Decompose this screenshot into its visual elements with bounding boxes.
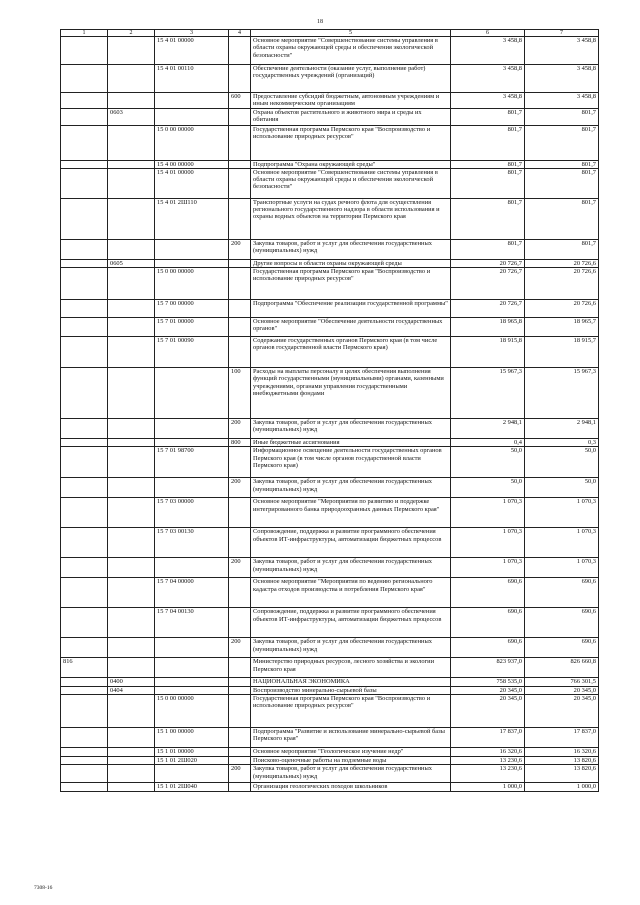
expense-type-code: [229, 337, 251, 368]
amount-year-1: 20 345,0: [451, 686, 525, 694]
ministry-code: [61, 125, 108, 160]
expense-type-code: 100: [229, 368, 251, 419]
target-article-code: 15 4 01 00000: [155, 37, 229, 65]
section-code: [108, 783, 155, 791]
expense-type-code: [229, 65, 251, 93]
ministry-code: [61, 108, 108, 125]
table-row: [61, 728, 599, 748]
col-header: 7: [525, 30, 599, 37]
table-row: [61, 678, 599, 686]
expense-name: Основное мероприятие "Совершенствование системы управления в области охраны окружающей среды и обеспечения экологической безопасности": [251, 168, 451, 198]
amount-year-1: 690,6: [451, 638, 525, 658]
table-row: [61, 608, 599, 638]
ministry-code: [61, 528, 108, 558]
expense-name: Сопровождение, поддержка и развитие программного обеспечения объектов ИТ-инфраструктуры, автоматизации бюджетных процессов: [251, 608, 451, 638]
amount-year-2: 16 320,6: [525, 748, 599, 757]
amount-year-1: 758 535,0: [451, 678, 525, 686]
amount-year-1: 13 230,6: [451, 765, 525, 783]
expense-name: Основное мероприятие "Совершенствование системы управления в области охраны окружающей среды и обеспечения экологической безопасности": [251, 37, 451, 65]
amount-year-2: 1 070,3: [525, 498, 599, 528]
expense-name: Закупка товаров, работ и услуг для обеспечения государственных (муниципальных) нужд: [251, 239, 451, 259]
ministry-code: [61, 765, 108, 783]
table-row: [61, 318, 599, 337]
ministry-code: [61, 498, 108, 528]
amount-year-1: 3 458,8: [451, 65, 525, 93]
target-article-code: 15 0 00 00000: [155, 695, 229, 728]
expense-type-code: [229, 108, 251, 125]
ministry-code: [61, 695, 108, 728]
ministry-code: [61, 608, 108, 638]
target-article-code: [155, 658, 229, 678]
expense-name: Транспортные услуги на судах речного флота для осуществления регионального государственного надзора в области использования и охраны водных объектов на территории Пермского края: [251, 198, 451, 239]
target-article-code: [155, 239, 229, 259]
amount-year-2: 3 458,8: [525, 93, 599, 109]
ministry-code: [61, 239, 108, 259]
expense-type-code: [229, 608, 251, 638]
ministry-code: [61, 439, 108, 447]
amount-year-2: 20 726,6: [525, 268, 599, 300]
amount-year-1: 801,7: [451, 168, 525, 198]
ministry-code: [61, 259, 108, 267]
table-row: [61, 498, 599, 528]
amount-year-1: 3 458,8: [451, 93, 525, 109]
ministry-code: [61, 300, 108, 318]
amount-year-2: 3 458,8: [525, 37, 599, 65]
ministry-code: [61, 578, 108, 608]
col-header: 4: [229, 30, 251, 37]
expense-name: Основное мероприятие "Геологическое изучение недр": [251, 748, 451, 757]
ministry-code: [61, 478, 108, 498]
table-row: [61, 695, 599, 728]
amount-year-1: 50,0: [451, 447, 525, 478]
target-article-code: 15 0 00 00000: [155, 125, 229, 160]
ministry-code: 816: [61, 658, 108, 678]
table-row: [61, 686, 599, 694]
table-row: [61, 93, 599, 109]
section-code: [108, 125, 155, 160]
target-article-code: [155, 439, 229, 447]
section-code: [108, 578, 155, 608]
amount-year-2: 13 820,6: [525, 765, 599, 783]
section-code: [108, 300, 155, 318]
expense-name: Государственная программа Пермского края "Воспроизводство и использование природных ресурсов": [251, 695, 451, 728]
target-article-code: 15 7 03 00000: [155, 498, 229, 528]
expense-type-code: [229, 686, 251, 694]
section-code: [108, 198, 155, 239]
section-code: [108, 658, 155, 678]
expense-name: Подпрограмма "Обеспечение реализации государственной программы": [251, 300, 451, 318]
expense-type-code: 200: [229, 419, 251, 439]
expense-name: НАЦИОНАЛЬНАЯ ЭКОНОМИКА: [251, 678, 451, 686]
table-row: [61, 447, 599, 478]
expense-type-code: [229, 37, 251, 65]
target-article-code: 15 7 01 00090: [155, 337, 229, 368]
section-code: [108, 239, 155, 259]
section-code: [108, 337, 155, 368]
table-row: [61, 419, 599, 439]
target-article-code: 15 4 01 00000: [155, 168, 229, 198]
expense-type-code: [229, 783, 251, 791]
target-article-code: 15 7 03 00130: [155, 528, 229, 558]
ministry-code: [61, 268, 108, 300]
target-article-code: 15 1 00 00000: [155, 728, 229, 748]
amount-year-2: 1 070,3: [525, 558, 599, 578]
section-code: [108, 419, 155, 439]
amount-year-1: 801,7: [451, 198, 525, 239]
expense-type-code: [229, 318, 251, 337]
amount-year-2: 2 948,1: [525, 419, 599, 439]
ministry-code: [61, 638, 108, 658]
amount-year-2: 20 726,6: [525, 259, 599, 267]
ministry-code: [61, 783, 108, 791]
table-row: [61, 439, 599, 447]
amount-year-2: 690,6: [525, 578, 599, 608]
expense-type-code: [229, 528, 251, 558]
document-id: 7308-16: [34, 885, 53, 891]
expense-name: Иные бюджетные ассигнования: [251, 439, 451, 447]
target-article-code: 15 4 00 00000: [155, 160, 229, 168]
target-article-code: 15 0 00 00000: [155, 268, 229, 300]
amount-year-2: 13 820,6: [525, 757, 599, 765]
amount-year-1: 690,6: [451, 578, 525, 608]
amount-year-1: 1 070,3: [451, 528, 525, 558]
amount-year-2: 690,6: [525, 638, 599, 658]
expense-name: Подпрограмма "Развитие и использование минерально-сырьевой базы Пермского края": [251, 728, 451, 748]
target-article-code: 15 4 01 00110: [155, 65, 229, 93]
amount-year-1: 3 458,8: [451, 37, 525, 65]
amount-year-2: 801,7: [525, 239, 599, 259]
section-code: [108, 638, 155, 658]
expense-name: Содержание государственных органов Пермского края (в том числе органов государственной власти Пермского края): [251, 337, 451, 368]
table-row: [61, 300, 599, 318]
table-row: [61, 268, 599, 300]
target-article-code: [155, 558, 229, 578]
ministry-code: [61, 748, 108, 757]
table-row: [61, 765, 599, 783]
section-code: [108, 318, 155, 337]
section-code: [108, 447, 155, 478]
expense-name: Основное мероприятие "Обеспечение деятельности государственных органов": [251, 318, 451, 337]
target-article-code: [155, 259, 229, 267]
section-code: [108, 728, 155, 748]
amount-year-2: 20 726,6: [525, 300, 599, 318]
amount-year-1: 801,7: [451, 160, 525, 168]
amount-year-1: 18 915,8: [451, 337, 525, 368]
section-code: [108, 37, 155, 65]
expense-name: Закупка товаров, работ и услуг для обеспечения государственных (муниципальных) нужд: [251, 558, 451, 578]
expense-type-code: 200: [229, 638, 251, 658]
table-row: [61, 168, 599, 198]
amount-year-1: 1 070,3: [451, 558, 525, 578]
expense-type-code: [229, 658, 251, 678]
table-row: [61, 259, 599, 267]
amount-year-1: 18 965,8: [451, 318, 525, 337]
amount-year-2: 1 000,0: [525, 783, 599, 791]
table-row: [61, 198, 599, 239]
expense-type-code: 200: [229, 558, 251, 578]
amount-year-1: 20 726,7: [451, 300, 525, 318]
expense-type-code: 800: [229, 439, 251, 447]
amount-year-2: 826 660,8: [525, 658, 599, 678]
amount-year-2: 801,7: [525, 125, 599, 160]
section-code: [108, 558, 155, 578]
amount-year-2: 801,7: [525, 198, 599, 239]
table-row: [61, 558, 599, 578]
ministry-code: [61, 37, 108, 65]
expense-type-code: 200: [229, 478, 251, 498]
amount-year-2: 20 345,0: [525, 695, 599, 728]
expense-name: Министерство природных ресурсов, лесного хозяйства и экологии Пермского края: [251, 658, 451, 678]
target-article-code: [155, 478, 229, 498]
amount-year-2: 17 837,0: [525, 728, 599, 748]
section-code: [108, 765, 155, 783]
amount-year-2: 50,0: [525, 447, 599, 478]
expense-type-code: [229, 578, 251, 608]
section-code: 0603: [108, 108, 155, 125]
expense-name: Сопровождение, поддержка и развитие программного обеспечения объектов ИТ-инфраструктуры, автоматизации бюджетных процессов: [251, 528, 451, 558]
target-article-code: [155, 419, 229, 439]
expense-name: Закупка товаров, работ и услуг для обеспечения государственных (муниципальных) нужд: [251, 478, 451, 498]
ministry-code: [61, 65, 108, 93]
expense-type-code: [229, 447, 251, 478]
expense-type-code: [229, 125, 251, 160]
expense-type-code: [229, 198, 251, 239]
section-code: [108, 168, 155, 198]
table-row: [61, 337, 599, 368]
section-code: 0605: [108, 259, 155, 267]
expense-type-code: 200: [229, 765, 251, 783]
amount-year-1: 13 230,6: [451, 757, 525, 765]
expense-type-code: [229, 168, 251, 198]
col-header: 3: [155, 30, 229, 37]
amount-year-1: 16 320,6: [451, 748, 525, 757]
expense-type-code: [229, 695, 251, 728]
expense-type-code: [229, 160, 251, 168]
page-number: 18: [317, 19, 323, 25]
table-row: [61, 368, 599, 419]
section-code: [108, 93, 155, 109]
table-row: [61, 108, 599, 125]
amount-year-1: 0,4: [451, 439, 525, 447]
expense-type-code: [229, 259, 251, 267]
expense-name: Информационное освещение деятельности государственных органов Пермского края (в том числе органов государственной власти Пермского края): [251, 447, 451, 478]
expense-type-code: [229, 300, 251, 318]
ministry-code: [61, 728, 108, 748]
col-header: 2: [108, 30, 155, 37]
expense-name: Подпрограмма "Охрана окружающей среды": [251, 160, 451, 168]
section-code: 0404: [108, 686, 155, 694]
expense-name: Закупка товаров, работ и услуг для обеспечения государственных (муниципальных) нужд: [251, 765, 451, 783]
target-article-code: [155, 93, 229, 109]
expense-name: Государственная программа Пермского края "Воспроизводство и использование природных ресурсов": [251, 268, 451, 300]
target-article-code: 15 4 01 2Ш110: [155, 198, 229, 239]
target-article-code: 15 7 04 00130: [155, 608, 229, 638]
table-row: [61, 638, 599, 658]
table-row: [61, 65, 599, 93]
target-article-code: [155, 765, 229, 783]
expense-type-code: 600: [229, 93, 251, 109]
section-code: [108, 695, 155, 728]
budget-table: [60, 29, 599, 792]
amount-year-2: 3 458,8: [525, 65, 599, 93]
ministry-code: [61, 757, 108, 765]
expense-type-code: [229, 498, 251, 528]
expense-name: Основное мероприятие "Мероприятия по ведению регионального кадастра отходов производства и потребления Пермского края": [251, 578, 451, 608]
target-article-code: [155, 368, 229, 419]
ministry-code: [61, 368, 108, 419]
section-code: [108, 757, 155, 765]
amount-year-1: 20 726,7: [451, 259, 525, 267]
amount-year-1: 17 837,0: [451, 728, 525, 748]
amount-year-2: 801,7: [525, 108, 599, 125]
amount-year-1: 2 948,1: [451, 419, 525, 439]
section-code: [108, 498, 155, 528]
section-code: [108, 268, 155, 300]
expense-type-code: [229, 757, 251, 765]
expense-type-code: [229, 748, 251, 757]
table-row: [61, 748, 599, 757]
table-row: [61, 658, 599, 678]
target-article-code: 15 7 04 00000: [155, 578, 229, 608]
section-code: [108, 528, 155, 558]
expense-name: Другие вопросы в области охраны окружающей среды: [251, 259, 451, 267]
amount-year-2: 690,6: [525, 608, 599, 638]
col-header: 1: [61, 30, 108, 37]
expense-name: Предоставление субсидий бюджетным, автономным учреждениям и иным некоммерческим организациям: [251, 93, 451, 109]
table-row: [61, 528, 599, 558]
amount-year-1: 801,7: [451, 108, 525, 125]
target-article-code: [155, 686, 229, 694]
amount-year-2: 801,7: [525, 168, 599, 198]
amount-year-2: 18 965,7: [525, 318, 599, 337]
ministry-code: [61, 168, 108, 198]
target-article-code: 15 7 01 00000: [155, 318, 229, 337]
ministry-code: [61, 198, 108, 239]
ministry-code: [61, 558, 108, 578]
table-row: [61, 783, 599, 791]
section-code: [108, 608, 155, 638]
amount-year-2: 801,7: [525, 160, 599, 168]
amount-year-1: 1 070,3: [451, 498, 525, 528]
target-article-code: 15 1 01 2Ш020: [155, 757, 229, 765]
expense-name: Закупка товаров, работ и услуг для обеспечения государственных (муниципальных) нужд: [251, 419, 451, 439]
col-header: 5: [251, 30, 451, 37]
ministry-code: [61, 160, 108, 168]
table-row: [61, 578, 599, 608]
amount-year-1: 20 345,0: [451, 695, 525, 728]
expense-name: Охрана объектов растительного и животного мира и среды их обитания: [251, 108, 451, 125]
amount-year-1: 1 000,0: [451, 783, 525, 791]
ministry-code: [61, 318, 108, 337]
section-code: [108, 478, 155, 498]
target-article-code: 15 1 01 00000: [155, 748, 229, 757]
ministry-code: [61, 686, 108, 694]
table-row: [61, 239, 599, 259]
table-row: [61, 125, 599, 160]
expense-name: Расходы на выплаты персоналу в целях обеспечения выполнения функций государственными (муниципальными) органами, казенными учреждениями, органами управления государственными внебюджетными фондами: [251, 368, 451, 419]
amount-year-2: 20 345,0: [525, 686, 599, 694]
target-article-code: 15 1 01 2Ш040: [155, 783, 229, 791]
col-header: 6: [451, 30, 525, 37]
amount-year-2: 50,0: [525, 478, 599, 498]
ministry-code: [61, 678, 108, 686]
amount-year-2: 766 301,5: [525, 678, 599, 686]
expense-name: Основное мероприятие "Мероприятия по развитию и поддержке интегрированного банка природоохранных данных Пермского края": [251, 498, 451, 528]
section-code: [108, 160, 155, 168]
table-row: [61, 757, 599, 765]
amount-year-1: 801,7: [451, 125, 525, 160]
ministry-code: [61, 93, 108, 109]
amount-year-2: 1 070,3: [525, 528, 599, 558]
expense-type-code: [229, 678, 251, 686]
table-row: [61, 37, 599, 65]
expense-name: Закупка товаров, работ и услуг для обеспечения государственных (муниципальных) нужд: [251, 638, 451, 658]
amount-year-1: 20 726,7: [451, 268, 525, 300]
target-article-code: 15 7 01 98700: [155, 447, 229, 478]
expense-name: Обеспечение деятельности (оказание услуг, выполнение работ) государственных учреждений (организаций): [251, 65, 451, 93]
amount-year-1: 50,0: [451, 478, 525, 498]
target-article-code: [155, 108, 229, 125]
amount-year-2: 15 967,3: [525, 368, 599, 419]
expense-type-code: 200: [229, 239, 251, 259]
amount-year-2: 18 915,7: [525, 337, 599, 368]
amount-year-1: 801,7: [451, 239, 525, 259]
table-row: [61, 478, 599, 498]
expense-name: Государственная программа Пермского края "Воспроизводство и использование природных ресурсов": [251, 125, 451, 160]
expense-name: Поисково-оценочные работы на подземные воды: [251, 757, 451, 765]
expense-name: Организация геологических походов школьников: [251, 783, 451, 791]
expense-name: Воспроизводство минерально-сырьевой базы: [251, 686, 451, 694]
expense-type-code: [229, 268, 251, 300]
amount-year-1: 823 937,0: [451, 658, 525, 678]
expense-type-code: [229, 728, 251, 748]
section-code: [108, 439, 155, 447]
target-article-code: [155, 638, 229, 658]
table-row: [61, 160, 599, 168]
amount-year-1: 15 967,3: [451, 368, 525, 419]
header-row: [61, 30, 599, 37]
ministry-code: [61, 337, 108, 368]
section-code: [108, 368, 155, 419]
amount-year-2: 0,3: [525, 439, 599, 447]
ministry-code: [61, 447, 108, 478]
target-article-code: [155, 678, 229, 686]
amount-year-1: 690,6: [451, 608, 525, 638]
section-code: [108, 65, 155, 93]
target-article-code: 15 7 00 00000: [155, 300, 229, 318]
section-code: 0400: [108, 678, 155, 686]
ministry-code: [61, 419, 108, 439]
section-code: [108, 748, 155, 757]
